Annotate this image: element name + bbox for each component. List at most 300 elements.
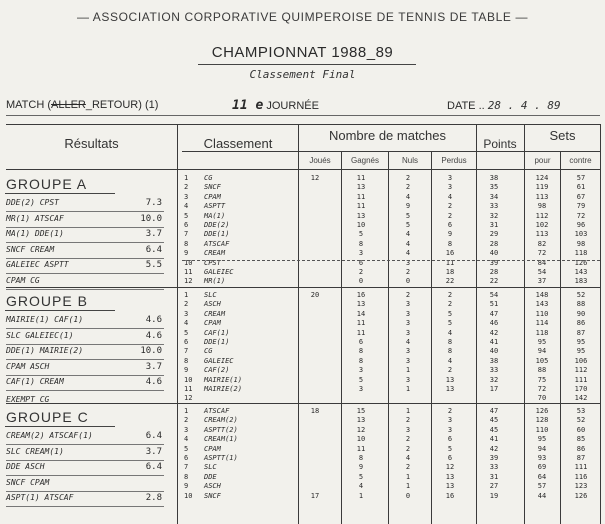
standing-lost: 3: [447, 183, 453, 192]
result-match: MR(1) ATSCAF: [6, 213, 64, 223]
standing-rank: 2: [184, 183, 189, 192]
standing-team: DDE(1): [204, 230, 230, 239]
group-title-underline: [5, 193, 115, 194]
standing-drawn: 0: [405, 277, 411, 286]
standing-won: 3: [358, 366, 364, 375]
table-right-border: [600, 124, 601, 524]
standing-points: 39: [489, 258, 499, 267]
standing-team: DDE: [204, 472, 217, 481]
result-match: SLC CREAM(1): [6, 446, 64, 456]
group-title: GROUPE A: [6, 176, 88, 192]
standing-lost: 5: [447, 319, 453, 328]
standing-team: ATSCAF: [204, 239, 230, 248]
date: DATE .. 28 . 4 . 89: [447, 99, 561, 112]
col-header-nuls: Nuls: [401, 156, 418, 165]
standing-drawn: 2: [405, 435, 411, 444]
standing-sets-against: 61: [576, 183, 586, 192]
standing-rank: 9: [184, 249, 189, 258]
result-row: [6, 377, 164, 391]
standing-sets-against: 142: [574, 394, 588, 403]
standing-drawn: 4: [405, 192, 411, 201]
standing-sets-against: 126: [574, 258, 588, 267]
standing-drawn: 3: [405, 347, 411, 356]
standing-row: [182, 174, 600, 183]
standing-lost: 4: [447, 356, 453, 365]
standing-row: [182, 249, 600, 258]
standing-lost: 4: [447, 328, 453, 337]
standing-drawn: 2: [405, 174, 411, 182]
standing-sets-for: 102: [535, 221, 549, 229]
standing-drawn: 2: [405, 291, 411, 299]
standing-lost: 8: [447, 239, 453, 248]
result-match: CPAM CG: [6, 276, 40, 285]
standing-team: MAIRIE(1): [204, 375, 242, 384]
standing-won: 5: [358, 472, 364, 481]
standing-rank: 11: [184, 385, 193, 393]
standing-team: CPST: [204, 258, 221, 267]
result-match: DDE(2) CPST: [6, 198, 59, 207]
standing-sets-against: 95: [576, 347, 586, 356]
standing-sets-against: 98: [576, 239, 586, 248]
standing-row: [182, 357, 600, 366]
standing-lost: 8: [447, 347, 453, 356]
standing-sets-against: 106: [574, 356, 588, 365]
journee: [232, 98, 319, 113]
standing-points: 22: [489, 277, 499, 286]
standing-won: 11: [356, 444, 366, 453]
standing-rank: 7: [184, 230, 189, 239]
standing-sets-for: 84: [537, 258, 547, 267]
standing-won: 11: [356, 328, 366, 337]
standing-row: [182, 407, 600, 416]
result-row: [6, 245, 164, 259]
standing-lost: 3: [447, 174, 453, 182]
standing-rank: 2: [184, 416, 189, 425]
standing-won: 13: [356, 183, 366, 192]
standing-points: 41: [489, 435, 499, 444]
standing-points: 31: [489, 221, 499, 229]
subtitle-classement: Classement Final: [249, 68, 356, 81]
standing-sets-against: 88: [576, 300, 586, 309]
standing-row: [182, 310, 600, 319]
standing-sets-for: 70: [537, 394, 547, 403]
col-header-pour: pour: [534, 156, 551, 165]
standing-points: 19: [489, 491, 499, 500]
result-match: CAF(1) CREAM: [6, 377, 64, 387]
standing-row: [182, 212, 600, 221]
standing-points: 28: [489, 268, 499, 276]
standing-drawn: 5: [405, 211, 411, 220]
standing-rank: 3: [184, 425, 189, 434]
standing-row: [182, 240, 600, 249]
standing-team: MA(1): [204, 211, 226, 220]
standing-rank: 9: [184, 366, 189, 375]
standing-row: [182, 385, 600, 394]
result-match: MA(1) DDE(1): [6, 229, 64, 239]
standing-drawn: 2: [405, 416, 411, 425]
date-label: DATE: [447, 100, 476, 112]
standing-sets-against: 72: [576, 211, 586, 220]
standing-team: CREAM(1): [204, 435, 238, 444]
standing-rank: 12: [184, 394, 193, 403]
result-score: 10.0: [140, 346, 162, 357]
standing-sets-for: 64: [537, 472, 547, 481]
standing-points: 47: [489, 407, 499, 415]
standing-row: [182, 376, 600, 385]
standing-points: 38: [489, 174, 499, 182]
standing-rank: 4: [184, 202, 189, 211]
standing-rank: 7: [184, 463, 189, 472]
standing-team: CG: [204, 174, 213, 182]
standing-lost: 8: [447, 338, 453, 346]
standing-points: 39: [489, 454, 499, 462]
result-score: 4.6: [145, 377, 162, 388]
result-match: DDE(1) MAIRIE(2): [6, 346, 84, 356]
result-match: GALEIEC ASPTT: [6, 260, 69, 270]
standing-won: 9: [358, 463, 364, 472]
standing-rank: 12: [184, 277, 193, 286]
result-row: [6, 276, 164, 290]
standing-lost: 2: [447, 407, 453, 415]
result-score: 4.6: [145, 315, 162, 325]
standing-row: [182, 291, 600, 300]
standing-drawn: 9: [405, 202, 411, 211]
result-row: [6, 447, 164, 461]
result-match: CPAM ASCH: [6, 361, 50, 371]
standing-row: [182, 445, 600, 454]
date-value: 28 . 4 . 89: [487, 99, 561, 112]
standing-points: 33: [489, 366, 499, 375]
standing-sets-against: 52: [576, 291, 586, 299]
standing-sets-for: 148: [535, 291, 549, 299]
standing-points: 46: [489, 319, 499, 328]
standing-sets-against: 143: [574, 268, 588, 276]
standing-row: [182, 394, 600, 403]
standing-row: [182, 492, 600, 501]
standing-sets-for: 128: [535, 416, 549, 425]
match-rule: [6, 115, 600, 116]
result-row: [6, 431, 164, 445]
standing-sets-against: 126: [574, 491, 588, 500]
standing-sets-for: 95: [537, 435, 547, 444]
col-header-gagnes: Gagnés: [350, 156, 380, 165]
standing-rank: 3: [184, 309, 189, 318]
standing-lost: 6: [447, 221, 453, 229]
standing-drawn: 3: [405, 319, 411, 328]
standing-sets-for: 69: [537, 463, 547, 472]
result-row: [6, 362, 164, 376]
standing-row: [182, 300, 600, 309]
standing-points: 38: [489, 356, 499, 365]
standing-won: 8: [358, 239, 364, 248]
standing-lost: 2: [447, 211, 453, 220]
standing-sets-against: 95: [576, 338, 586, 346]
standing-drawn: 4: [405, 239, 411, 248]
standing-sets-for: 110: [535, 425, 549, 434]
standing-lost: 3: [447, 425, 453, 434]
standing-row: [182, 473, 600, 482]
standing-row: [182, 482, 600, 491]
standing-team: ASPTT: [204, 202, 226, 211]
result-row: [6, 478, 164, 492]
standing-drawn: 2: [405, 268, 411, 276]
standing-sets-for: 118: [535, 328, 549, 337]
standing-drawn: 4: [405, 249, 411, 258]
standing-sets-for: 113: [535, 230, 549, 239]
journee-label: JOURNÉE: [266, 100, 319, 112]
result-row: [6, 331, 164, 345]
standing-points: 51: [489, 300, 499, 309]
standing-sets-for: 105: [535, 356, 549, 365]
match-struck: ALLER: [51, 99, 86, 111]
standing-sets-against: 87: [576, 328, 586, 337]
standing-points: 31: [489, 472, 499, 481]
standing-won: 11: [356, 319, 366, 328]
standing-won: 5: [358, 230, 364, 239]
standing-row: [182, 329, 600, 338]
standing-won: 5: [358, 375, 364, 384]
standing-points: 32: [489, 375, 499, 384]
standing-sets-against: 57: [576, 174, 586, 182]
standing-team: CREAM(2): [204, 416, 238, 425]
standing-team: ASPTT(1): [204, 454, 238, 462]
standing-drawn: 4: [405, 454, 411, 462]
standing-row: [182, 426, 600, 435]
standing-row: [182, 277, 600, 286]
match-type: [6, 99, 158, 111]
standing-sets-for: 114: [535, 319, 549, 328]
standing-sets-for: 119: [535, 183, 549, 192]
header-bottom-border: [6, 169, 600, 170]
standing-won: 13: [356, 211, 366, 220]
standing-sets-against: 85: [576, 435, 586, 444]
result-match: SNCF CPAM: [6, 477, 50, 487]
result-match: ASPT(1) ATSCAF: [6, 493, 74, 503]
standing-sets-for: 82: [537, 239, 547, 248]
standing-points: 17: [489, 385, 499, 393]
standing-sets-for: 113: [535, 192, 549, 201]
standing-sets-against: 87: [576, 454, 586, 462]
col-header-classement: Classement: [203, 136, 273, 151]
standing-rank: 3: [184, 192, 189, 201]
standing-lost: 13: [445, 472, 455, 481]
standing-points: 54: [489, 291, 499, 299]
standing-points: 35: [489, 183, 499, 192]
standing-points: 45: [489, 425, 499, 434]
standing-rank: 8: [184, 239, 189, 248]
standing-rank: 6: [184, 221, 189, 229]
group-title-underline: [5, 310, 115, 311]
standing-won: 10: [356, 221, 366, 229]
standing-sets-for: 72: [537, 249, 547, 258]
result-row: [6, 315, 164, 329]
standing-won: 0: [358, 277, 364, 286]
result-row: [6, 346, 164, 360]
standing-sets-against: 86: [576, 444, 586, 453]
standing-played: 18: [310, 407, 320, 415]
standing-row: [182, 435, 600, 444]
standing-won: 10: [356, 435, 366, 444]
standing-lost: 22: [445, 277, 455, 286]
standing-rank: 9: [184, 482, 189, 491]
standing-won: 16: [356, 291, 366, 299]
standing-won: 8: [358, 454, 364, 462]
standing-team: ATSCAF: [204, 407, 230, 415]
standing-sets-against: 53: [576, 407, 586, 415]
col-header-contre: contre: [569, 156, 592, 165]
result-row: [6, 493, 164, 507]
standing-rank: 1: [184, 291, 189, 299]
standing-team: MR(1): [204, 277, 226, 286]
standing-sets-against: 170: [574, 385, 588, 393]
group-title: GROUPE B: [6, 293, 88, 309]
result-match: DDE ASCH: [6, 462, 45, 472]
standing-won: 4: [358, 482, 364, 491]
standing-sets-for: 124: [535, 174, 549, 182]
standing-won: 12: [356, 425, 366, 434]
standing-team: SNCF: [204, 491, 221, 500]
match-suffix: _RETOUR) (1): [85, 99, 159, 111]
standing-won: 3: [358, 385, 364, 393]
journee-number: 11 e: [232, 98, 264, 113]
standing-played: 12: [310, 174, 320, 182]
association-name: — ASSOCIATION CORPORATIVE QUIMPEROISE DE TENNIS DE TABLE —: [76, 10, 529, 24]
standing-rank: 8: [184, 472, 189, 481]
standing-rank: 10: [184, 258, 193, 267]
standing-won: 6: [358, 258, 364, 267]
standing-rank: 5: [184, 444, 189, 453]
standing-row: [182, 268, 600, 277]
standing-won: 1: [358, 491, 364, 500]
relegation-divider: [182, 260, 600, 261]
standing-points: 34: [489, 192, 499, 201]
standing-sets-for: 98: [537, 202, 547, 211]
standing-drawn: 1: [405, 385, 411, 393]
standing-drawn: 3: [405, 328, 411, 337]
standing-points: 40: [489, 249, 499, 258]
standing-played: 17: [310, 491, 320, 500]
standing-team: CPAM: [204, 192, 221, 201]
exempt-team: EXEMPT CG: [6, 395, 50, 404]
standing-lost: 9: [447, 230, 453, 239]
standing-won: 8: [358, 347, 364, 356]
standing-sets-for: 94: [537, 444, 547, 453]
standing-team: CAF(1): [204, 328, 230, 337]
standing-points: 27: [489, 482, 499, 491]
standing-lost: 6: [447, 454, 453, 462]
standing-won: 13: [356, 300, 366, 309]
col-header-nombre: Nombre de matches: [328, 128, 447, 143]
standing-row: [182, 193, 600, 202]
standing-row: [182, 202, 600, 211]
standing-sets-against: 90: [576, 309, 586, 318]
standing-rank: 10: [184, 375, 193, 384]
standing-sets-against: 67: [576, 192, 586, 201]
standing-sets-against: 103: [574, 230, 588, 239]
standing-rank: 10: [184, 491, 193, 500]
standing-won: 8: [358, 356, 364, 365]
standing-rank: 4: [184, 435, 189, 444]
standing-drawn: 1: [405, 482, 411, 491]
standing-team: ASCH: [204, 482, 221, 491]
standing-rank: 5: [184, 328, 189, 337]
standing-sets-for: 37: [537, 277, 547, 286]
standing-sets-for: 44: [537, 491, 547, 500]
standing-points: 29: [489, 230, 499, 239]
standing-rank: 4: [184, 319, 189, 328]
standing-drawn: 0: [405, 491, 411, 500]
standing-drawn: 1: [405, 472, 411, 481]
standing-sets-against: 52: [576, 416, 586, 425]
col-header-resultats: Résultats: [64, 136, 119, 151]
standing-lost: 3: [447, 416, 453, 425]
standing-sets-against: 96: [576, 221, 586, 229]
result-score: 4.6: [145, 330, 162, 341]
standing-lost: 5: [447, 444, 453, 453]
standing-sets-for: 112: [535, 211, 549, 220]
standing-rank: 6: [184, 454, 189, 462]
standing-drawn: 3: [405, 356, 411, 365]
standing-row: [182, 338, 600, 347]
standing-row: [182, 183, 600, 192]
standing-drawn: 3: [405, 425, 411, 434]
standing-lost: 2: [447, 202, 453, 211]
result-row: [6, 198, 164, 212]
col-header-sets: Sets: [549, 128, 576, 143]
result-score: 3.7: [145, 361, 162, 372]
result-score: 6.4: [145, 431, 162, 441]
standing-sets-for: 143: [535, 300, 549, 309]
standing-points: 40: [489, 347, 499, 356]
standing-points: 32: [489, 211, 499, 220]
standing-sets-against: 79: [576, 202, 586, 211]
standing-row: [182, 366, 600, 375]
standing-lost: 2: [447, 291, 453, 299]
page-title: CHAMPIONNAT 1988_89: [211, 44, 394, 61]
result-row: [6, 462, 164, 476]
standing-rank: 5: [184, 211, 189, 220]
standing-lost: 18: [445, 268, 455, 276]
result-score: 10.0: [140, 213, 162, 224]
standing-rank: 2: [184, 300, 189, 309]
standing-points: 41: [489, 338, 499, 346]
standing-drawn: 1: [405, 366, 411, 375]
standing-lost: 12: [445, 463, 455, 472]
standing-sets-for: 88: [537, 366, 547, 375]
standing-lost: 2: [447, 300, 453, 309]
standing-sets-for: 93: [537, 454, 547, 462]
result-row: [6, 260, 164, 274]
standing-row: [182, 319, 600, 328]
standing-team: CPAM: [204, 444, 221, 453]
standing-sets-against: 112: [574, 366, 588, 375]
result-row: [6, 214, 164, 228]
standing-points: 45: [489, 416, 499, 425]
standing-won: 11: [356, 174, 366, 182]
standing-sets-for: 94: [537, 347, 547, 356]
standing-points: 42: [489, 444, 499, 453]
standing-drawn: 1: [405, 407, 411, 415]
standing-sets-against: 111: [574, 375, 588, 384]
standing-sets-against: 123: [574, 482, 588, 491]
result-score: 7.3: [145, 198, 162, 208]
standing-lost: 13: [445, 482, 455, 491]
standing-sets-for: 57: [537, 482, 547, 491]
col-divider-results: [177, 124, 178, 524]
standing-lost: 6: [447, 435, 453, 444]
standing-team: ASPTT(2): [204, 425, 238, 434]
standing-sets-against: 116: [574, 472, 588, 481]
